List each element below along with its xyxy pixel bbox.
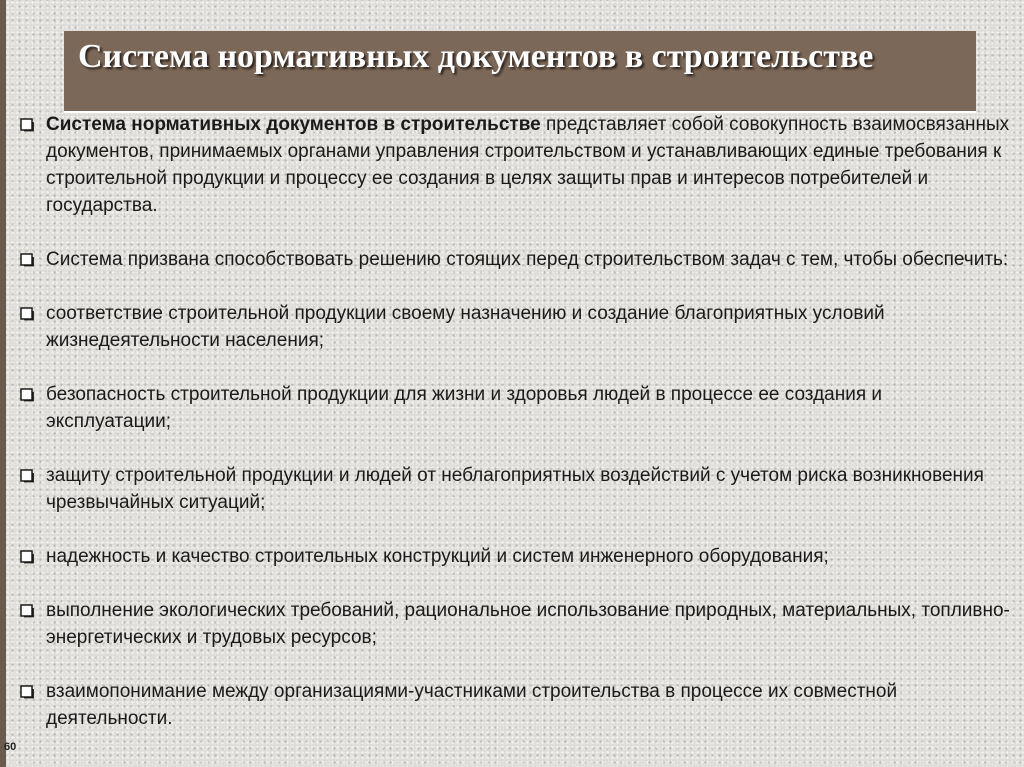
slide-number: 60 [4,741,17,753]
checkbox-square-icon [16,115,36,135]
left-accent-strip [0,0,6,767]
title-bar [64,31,976,113]
list-item-bold-text: Система нормативных документов в строительстве [46,114,541,135]
slide-title: Система нормативных документов в строительстве [78,38,874,75]
list-item-text: взаимопонимание между организациями-участниками строительства в процессе их совместной деятельности. [46,681,898,729]
checkbox-square-icon [16,250,36,270]
bullet-list [12,111,1012,759]
checkbox-square-icon [16,601,36,621]
checkbox-square-icon [16,385,36,405]
checkbox-square-icon [16,682,36,702]
list-item-text: Система призвана способствовать решению стоящих перед строительством задач с тем, чтобы обеспечить: [46,249,1009,270]
list-item-text: соответствие строительной продукции своему назначению и создание благоприятных условий жизнедеятельности населения; [46,303,885,351]
list-item [12,462,1012,516]
list-item-text: защиту строительной продукции и людей от неблагоприятных воздействий с учетом риска возникновения чрезвычайных ситуаций; [46,465,984,513]
list-item [12,543,1012,570]
checkbox-square-icon [16,466,36,486]
list-item-text: безопасность строительной продукции для жизни и здоровья людей в процессе ее создания и эксплуатации; [46,384,883,432]
list-item [12,381,1012,435]
list-item [12,246,1012,273]
checkbox-square-icon [16,547,36,567]
list-item-text: выполнение экологических требований, рациональное использование природных, материальных, топливно-энергетических и трудовых ресурсов; [46,600,1010,648]
list-item-text: надежность и качество строительных конструкций и систем инженерного оборудования; [46,546,829,567]
list-item-text: представляет собой совокупность взаимосвязанных документов, принимаемых органами управления строительством и устанавливающих единые требования к строительной продукции и процессу ее создания в целях защиты прав и интересов потребителей и государства. [46,114,1010,216]
list-item [12,678,1012,732]
list-item [12,111,1012,219]
checkbox-square-icon [16,304,36,324]
list-item [12,300,1012,354]
list-item [12,597,1012,651]
